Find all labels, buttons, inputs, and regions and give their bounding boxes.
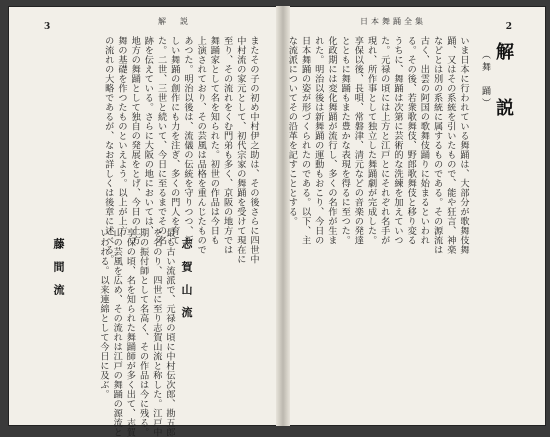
text-line: を名のり、四世に至り志賀山流と称した。江戸中 [150,228,162,437]
right-running-head: 日本舞踊全集 [360,17,426,26]
left-page-number: 3 [44,22,51,32]
right-section-title: 解 説 [493,42,514,126]
text-line: な流派についてその沿革を記すこととする。 [286,36,298,226]
text-line: などとは別の系統に属するものである。その源流は [431,36,443,255]
text-line: 最も古い流派で、元禄の頃に中村伝次郎、勘五郎 [164,228,175,437]
left-page [8,6,276,437]
text-line: た。二世、三世と続いて、今日に至るまでその名 [155,36,167,245]
text-line: あつた。明治以後は、流儀の伝統を守りつつ、新 [181,36,193,245]
text-line: 享保の頃、名を知られた舞踊師が多く出て、志賀 [124,228,136,437]
book-spread [8,6,546,437]
left-body-text-upper [102,36,260,264]
text-line: しい舞踊の創作にも力を注ぎ、多くの門人を育て [168,36,180,245]
right-section-subtitle: （舞 踊） [480,50,490,110]
text-line: 舞の基礎を作つたものといえよう。以上が上方 [115,36,127,236]
right-body-text [285,36,470,410]
text-line: 踊、又はその系統を引いたもので、能や狂言、神楽 [444,36,456,255]
text-line: 山の芸風を広め、その流れは江戸の舞踊の源流と [111,228,123,437]
text-line: 化政期には変化舞踊が流行し、多くの名作が生ま [325,36,337,245]
left-section-heading-fujima: 藤 間 流 [52,238,65,299]
left-section-heading-shiga: 志 賀 山 流 [180,238,193,322]
text-line: またその子の初め中村伊之助は、その後さらに四世中 [248,36,259,264]
left-running-head: 解 説 [158,17,191,26]
text-line: いわれる。以来連綿として今日に及ぶ。 [97,228,109,399]
text-line: いま日本に行われている舞踊は、大部分が歌舞伎舞 [458,36,469,255]
text-line: 日本舞踊の姿が形づくられたのである。以下、主 [299,36,311,245]
text-line: 享保以後、長唄、常磐津、清元などの音楽の発達 [352,36,364,245]
text-line: た。元禄の頃には上方と江戸とにそれぞれ名手が [378,36,390,245]
text-line: 地方の舞踊として独自の発展をとげ、今日の上方 [129,36,141,245]
text-line: 舞踊家として名を知られた。初世の作品は今日も [208,36,220,245]
text-line: 古く、出雲の阿国の歌舞伎踊りに始まるといわれ [418,36,430,245]
text-line: 中村流の家元として、初代宗家の舞踊を受けて現在に [234,36,246,264]
left-body-text-lower [97,228,176,437]
text-line: 跡を伝えている。さらに大阪の地においては、 [142,36,154,236]
text-line: うちに、舞踊は次第に芸術的な洗練を加えていつ [391,36,403,245]
text-line: れた。明治以後は新舞踊の運動もおこり、今日の [312,36,324,245]
text-line: とともに舞踊もまた豊かな表現を得るに至つた。 [339,36,351,245]
text-line: 現れ、所作事として独立した舞踊劇が完成した。 [365,36,377,245]
right-page [286,6,546,426]
right-page-number: 2 [505,22,512,32]
text-line: る。その後、若衆歌舞伎、野郎歌舞伎と移り変る [405,36,417,245]
text-line: の流れの大略であるが、なお詳しくは後章に述べる。 [102,36,114,264]
text-line: 至り、その流れをくむ門弟も多く、京阪の地方では [221,36,233,255]
text-line: 上演されており、その芸風は品格を重んじたもので [195,36,207,255]
text-line: 期の振付師として名高く、その作品は今に残る。 [137,228,149,437]
